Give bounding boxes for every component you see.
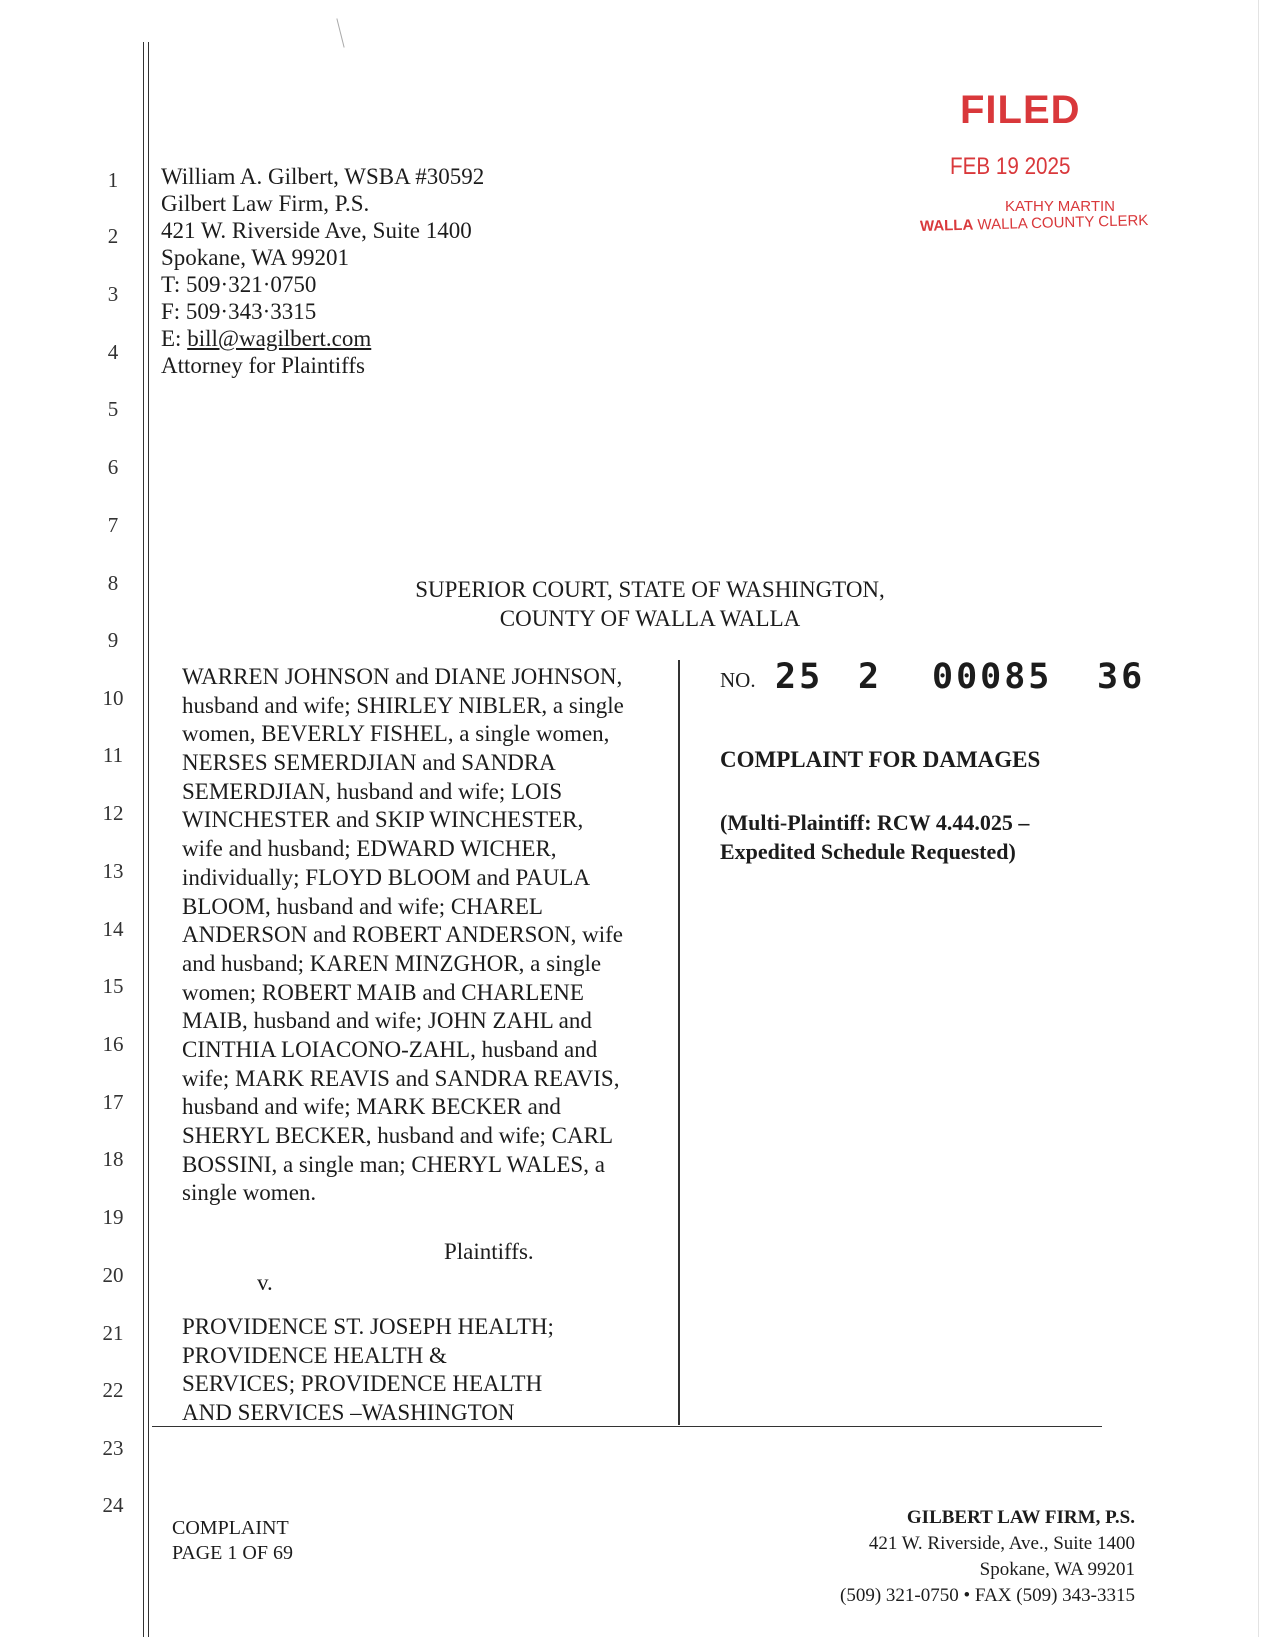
margin-rule <box>148 42 149 1637</box>
line-number: 15 <box>102 974 124 998</box>
case-number-part: 00085 <box>932 657 1053 697</box>
line-number: 18 <box>102 1147 124 1171</box>
plaintiff-line: wife and husband; EDWARD WICHER, <box>182 836 557 862</box>
defendants-caption <box>182 1313 554 1427</box>
line-number: 2 <box>107 224 119 248</box>
plaintiff-line: NERSES SEMERDJIAN and SANDRA <box>182 750 556 776</box>
attorney-block <box>161 163 484 379</box>
line-number: 10 <box>102 686 124 710</box>
court-heading-line1: SUPERIOR COURT, STATE OF WASHINGTON, <box>415 577 885 602</box>
plaintiff-line: and husband; KAREN MINZGHOR, a single <box>182 950 602 976</box>
line-number: 23 <box>102 1436 124 1460</box>
versus-label: v. <box>257 1270 273 1295</box>
attorney-role: Attorney for Plaintiffs <box>161 353 365 378</box>
filed-stamp-county-prefix: WALLA <box>919 216 974 235</box>
attorney-fax: F: 509·343·3315 <box>161 299 317 324</box>
attorney-email-label: E: <box>161 326 188 351</box>
case-number-label: NO. <box>720 668 756 692</box>
case-number-part: 2 <box>858 657 883 697</box>
line-number: 20 <box>102 1263 124 1287</box>
attorney-address-line1: 421 W. Riverside Ave, Suite 1400 <box>161 218 472 243</box>
footer-firm-address2: Spokane, WA 99201 <box>979 1559 1135 1580</box>
plaintiff-line: WINCHESTER and SKIP WINCHESTER, <box>182 807 584 833</box>
line-number: 16 <box>102 1032 124 1056</box>
line-number: 3 <box>107 282 119 306</box>
line-number: 4 <box>107 340 119 364</box>
defendant-line: PROVIDENCE HEALTH & <box>182 1342 447 1368</box>
plaintiffs-label: Plaintiffs. <box>444 1239 534 1264</box>
case-number-part: 36 <box>1097 657 1146 697</box>
line-number: 9 <box>107 628 119 652</box>
footer-document-info <box>172 1516 293 1566</box>
line-number: 13 <box>102 859 124 883</box>
plaintiff-line: BLOOM, husband and wife; CHAREL <box>182 893 543 919</box>
plaintiff-line: husband and wife; SHIRLEY NIBLER, a single <box>182 692 624 718</box>
attorney-email-line <box>161 325 484 352</box>
document-subtitle-line1: (Multi-Plaintiff: RCW 4.44.025 – <box>720 810 1030 835</box>
plaintiff-line: SEMERDJIAN, husband and wife; LOIS <box>182 778 563 804</box>
plaintiff-line: women; ROBERT MAIB and CHARLENE <box>182 979 584 1005</box>
line-number: 17 <box>102 1090 124 1114</box>
caption-bottom-rule <box>152 1426 1102 1427</box>
line-number: 5 <box>107 397 119 421</box>
document-title: COMPLAINT FOR DAMAGES <box>720 747 1041 772</box>
footer-document-name: COMPLAINT <box>172 1517 289 1539</box>
filed-stamp-title: FILED <box>960 88 1081 132</box>
attorney-email-link[interactable]: bill@wagilbert.com <box>187 326 372 351</box>
document-subtitle-line2: Expedited Schedule Requested) <box>720 839 1016 864</box>
line-number: 6 <box>107 455 119 479</box>
attorney-name: William A. Gilbert, WSBA #30592 <box>161 164 485 189</box>
plaintiffs-caption <box>182 663 624 1208</box>
footer-page-number: PAGE 1 OF 69 <box>172 1542 293 1564</box>
scan-mark <box>336 18 344 47</box>
filed-stamp-date: FEB 19 2025 <box>950 153 1071 180</box>
plaintiff-line: women, BEVERLY FISHEL, a single women, <box>182 721 610 747</box>
attorney-address-line2: Spokane, WA 99201 <box>161 245 350 270</box>
defendant-line: AND SERVICES –WASHINGTON <box>182 1399 515 1425</box>
plaintiff-line: husband and wife; MARK BECKER and <box>182 1094 561 1120</box>
plaintiff-line: wife; MARK REAVIS and SANDRA REAVIS, <box>182 1065 620 1091</box>
plaintiff-line: individually; FLOYD BLOOM and PAULA <box>182 864 591 890</box>
plaintiff-line: BOSSINI, a single man; CHERYL WALES, a <box>182 1151 605 1177</box>
line-number: 14 <box>102 917 124 941</box>
plaintiff-line: ANDERSON and ROBERT ANDERSON, wife <box>182 922 623 948</box>
defendant-line: SERVICES; PROVIDENCE HEALTH <box>182 1371 543 1396</box>
case-number-part: 25 <box>775 657 824 697</box>
line-number: 24 <box>102 1493 124 1517</box>
footer-firm-name: GILBERT LAW FIRM, P.S. <box>906 1507 1135 1528</box>
document-subtitle <box>720 808 1029 866</box>
defendant-line: PROVIDENCE ST. JOSEPH HEALTH; <box>182 1314 554 1339</box>
line-number: 12 <box>102 801 124 825</box>
plaintiff-line: SHERYL BECKER, husband and wife; CARL <box>182 1123 614 1148</box>
footer-firm-info <box>840 1505 1135 1609</box>
caption-divider <box>678 660 680 1425</box>
footer-firm-contact: (509) 321-0750 • FAX (509) 343-3315 <box>840 1585 1135 1606</box>
court-heading-line2: COUNTY OF WALLA WALLA <box>499 606 801 631</box>
plaintiff-line: single women. <box>182 1180 317 1206</box>
plaintiff-line: MAIB, husband and wife; JOHN ZAHL and <box>182 1008 592 1034</box>
line-number: 19 <box>102 1205 124 1229</box>
margin-rule <box>143 42 144 1637</box>
attorney-phone: T: 509·321·0750 <box>161 272 317 297</box>
line-number: 1 <box>107 168 119 192</box>
line-number: 11 <box>102 743 124 767</box>
line-number: 22 <box>102 1378 124 1402</box>
footer-firm-address1: 421 W. Riverside, Ave., Suite 1400 <box>868 1533 1135 1554</box>
filed-stamp-clerk: KATHY MARTIN <box>1005 198 1116 215</box>
filed-stamp-county <box>920 212 1149 235</box>
page-edge <box>1258 0 1259 1637</box>
attorney-firm: Gilbert Law Firm, P.S. <box>161 191 370 216</box>
line-number: 8 <box>107 571 119 595</box>
line-number: 21 <box>102 1321 124 1345</box>
plaintiff-line: CINTHIA LOIACONO-ZAHL, husband and <box>182 1036 598 1062</box>
line-number: 7 <box>107 513 119 537</box>
filed-stamp-county-name: WALLA COUNTY CLERK <box>977 212 1149 234</box>
plaintiff-line: WARREN JOHNSON and DIANE JOHNSON, <box>182 664 623 689</box>
